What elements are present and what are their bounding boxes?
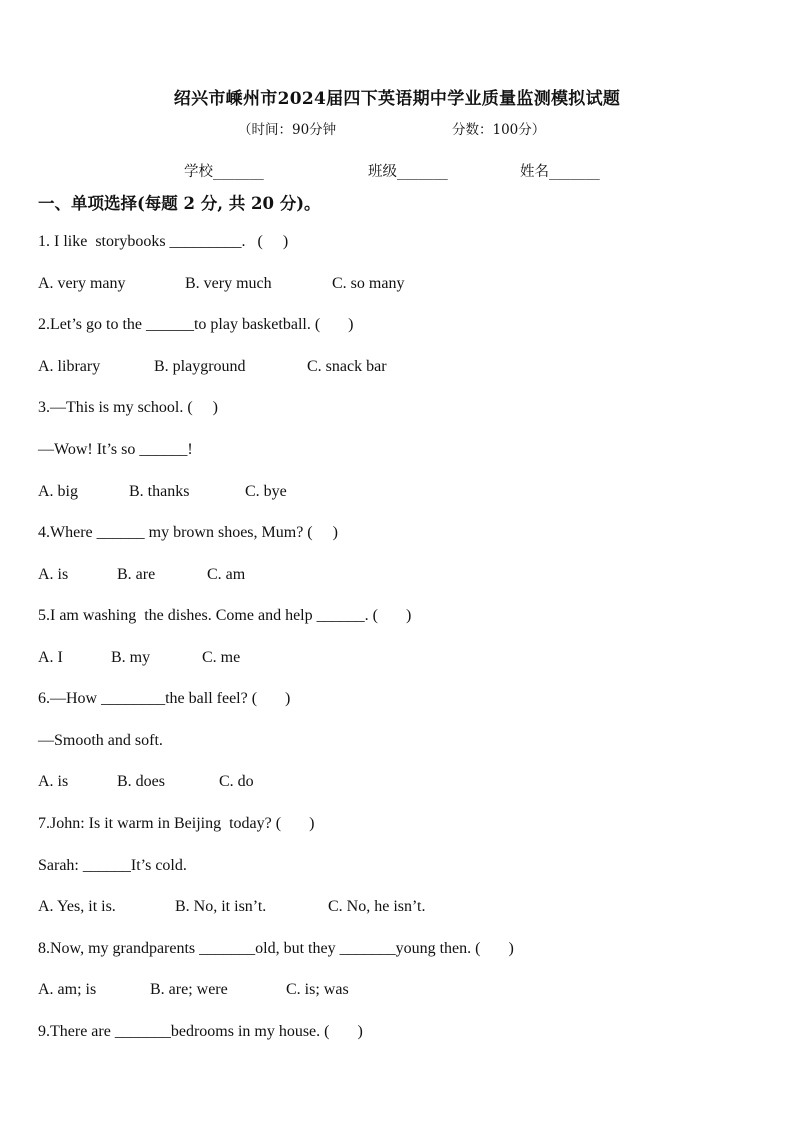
question-7-reply: Sarah: ______It’s cold. (38, 857, 187, 874)
question-6-stem: 6.—How ________the ball feel? ( ) (38, 690, 291, 707)
option-c: C. is; was (286, 981, 349, 998)
question-8-options (38, 981, 349, 999)
question-5-stem: 5.I am washing the dishes. Come and help ______. ( ) (38, 607, 412, 624)
school-field: 学校_______ (184, 164, 264, 180)
option-c: C. snack bar (307, 358, 387, 375)
option-b: B. my (111, 649, 151, 666)
option-a: A. is (38, 773, 69, 790)
question-3-reply: —Wow! It’s so ______! (38, 441, 193, 458)
question-2-stem: 2.Let’s go to the ______to play basketball. ( ) (38, 316, 354, 333)
question-1-options (38, 275, 404, 293)
exam-time: （时间：90分钟 (238, 122, 337, 138)
option-c: C. bye (245, 483, 287, 500)
exam-score: 分数：100分） (452, 122, 546, 138)
option-a: A. am; is (38, 981, 97, 998)
option-c: C. so many (332, 275, 405, 292)
question-6-reply: —Smooth and soft. (38, 732, 163, 749)
name-field: 姓名_______ (520, 164, 600, 180)
option-b: B. No, it isn’t. (175, 898, 267, 915)
option-c: C. No, he isn’t. (328, 898, 426, 915)
question-4-options (38, 566, 245, 584)
question-9-stem: 9.There are _______bedrooms in my house. ( ) (38, 1023, 363, 1040)
option-a: A. Yes, it is. (38, 898, 116, 915)
option-a: A. very many (38, 275, 126, 292)
question-3-options (38, 483, 287, 501)
option-a: A. is (38, 566, 69, 583)
option-b: B. thanks (129, 483, 190, 500)
question-5-options (38, 649, 240, 667)
option-a: A. I (38, 649, 63, 666)
question-2-options (38, 358, 387, 376)
option-b: B. are (117, 566, 156, 583)
question-7-options (38, 898, 425, 916)
option-b: B. very much (185, 275, 272, 292)
question-4-stem: 4.Where ______ my brown shoes, Mum? ( ) (38, 524, 338, 541)
question-1-stem: 1. I like storybooks _________. ( ) (38, 233, 289, 250)
question-6-options (38, 773, 254, 791)
option-b: B. playground (154, 358, 246, 375)
option-c: C. do (219, 773, 254, 790)
option-c: C. am (207, 566, 246, 583)
option-b: B. does (117, 773, 165, 790)
class-field: 班级_______ (368, 164, 448, 180)
question-3-stem: 3.—This is my school. ( ) (38, 399, 218, 416)
exam-title: 绍兴市嵊州市2024届四下英语期中学业质量监测模拟试题 (173, 89, 621, 109)
option-a: A. big (38, 483, 78, 500)
section-heading: 一、单项选择(每题 2 分, 共 20 分)。 (38, 194, 321, 213)
question-8-stem: 8.Now, my grandparents _______old, but they _______young then. ( ) (38, 940, 514, 957)
option-a: A. library (38, 358, 101, 375)
option-b: B. are; were (150, 981, 228, 998)
question-7-stem: 7.John: Is it warm in Beijing today? ( ) (38, 815, 315, 832)
option-c: C. me (202, 649, 241, 666)
